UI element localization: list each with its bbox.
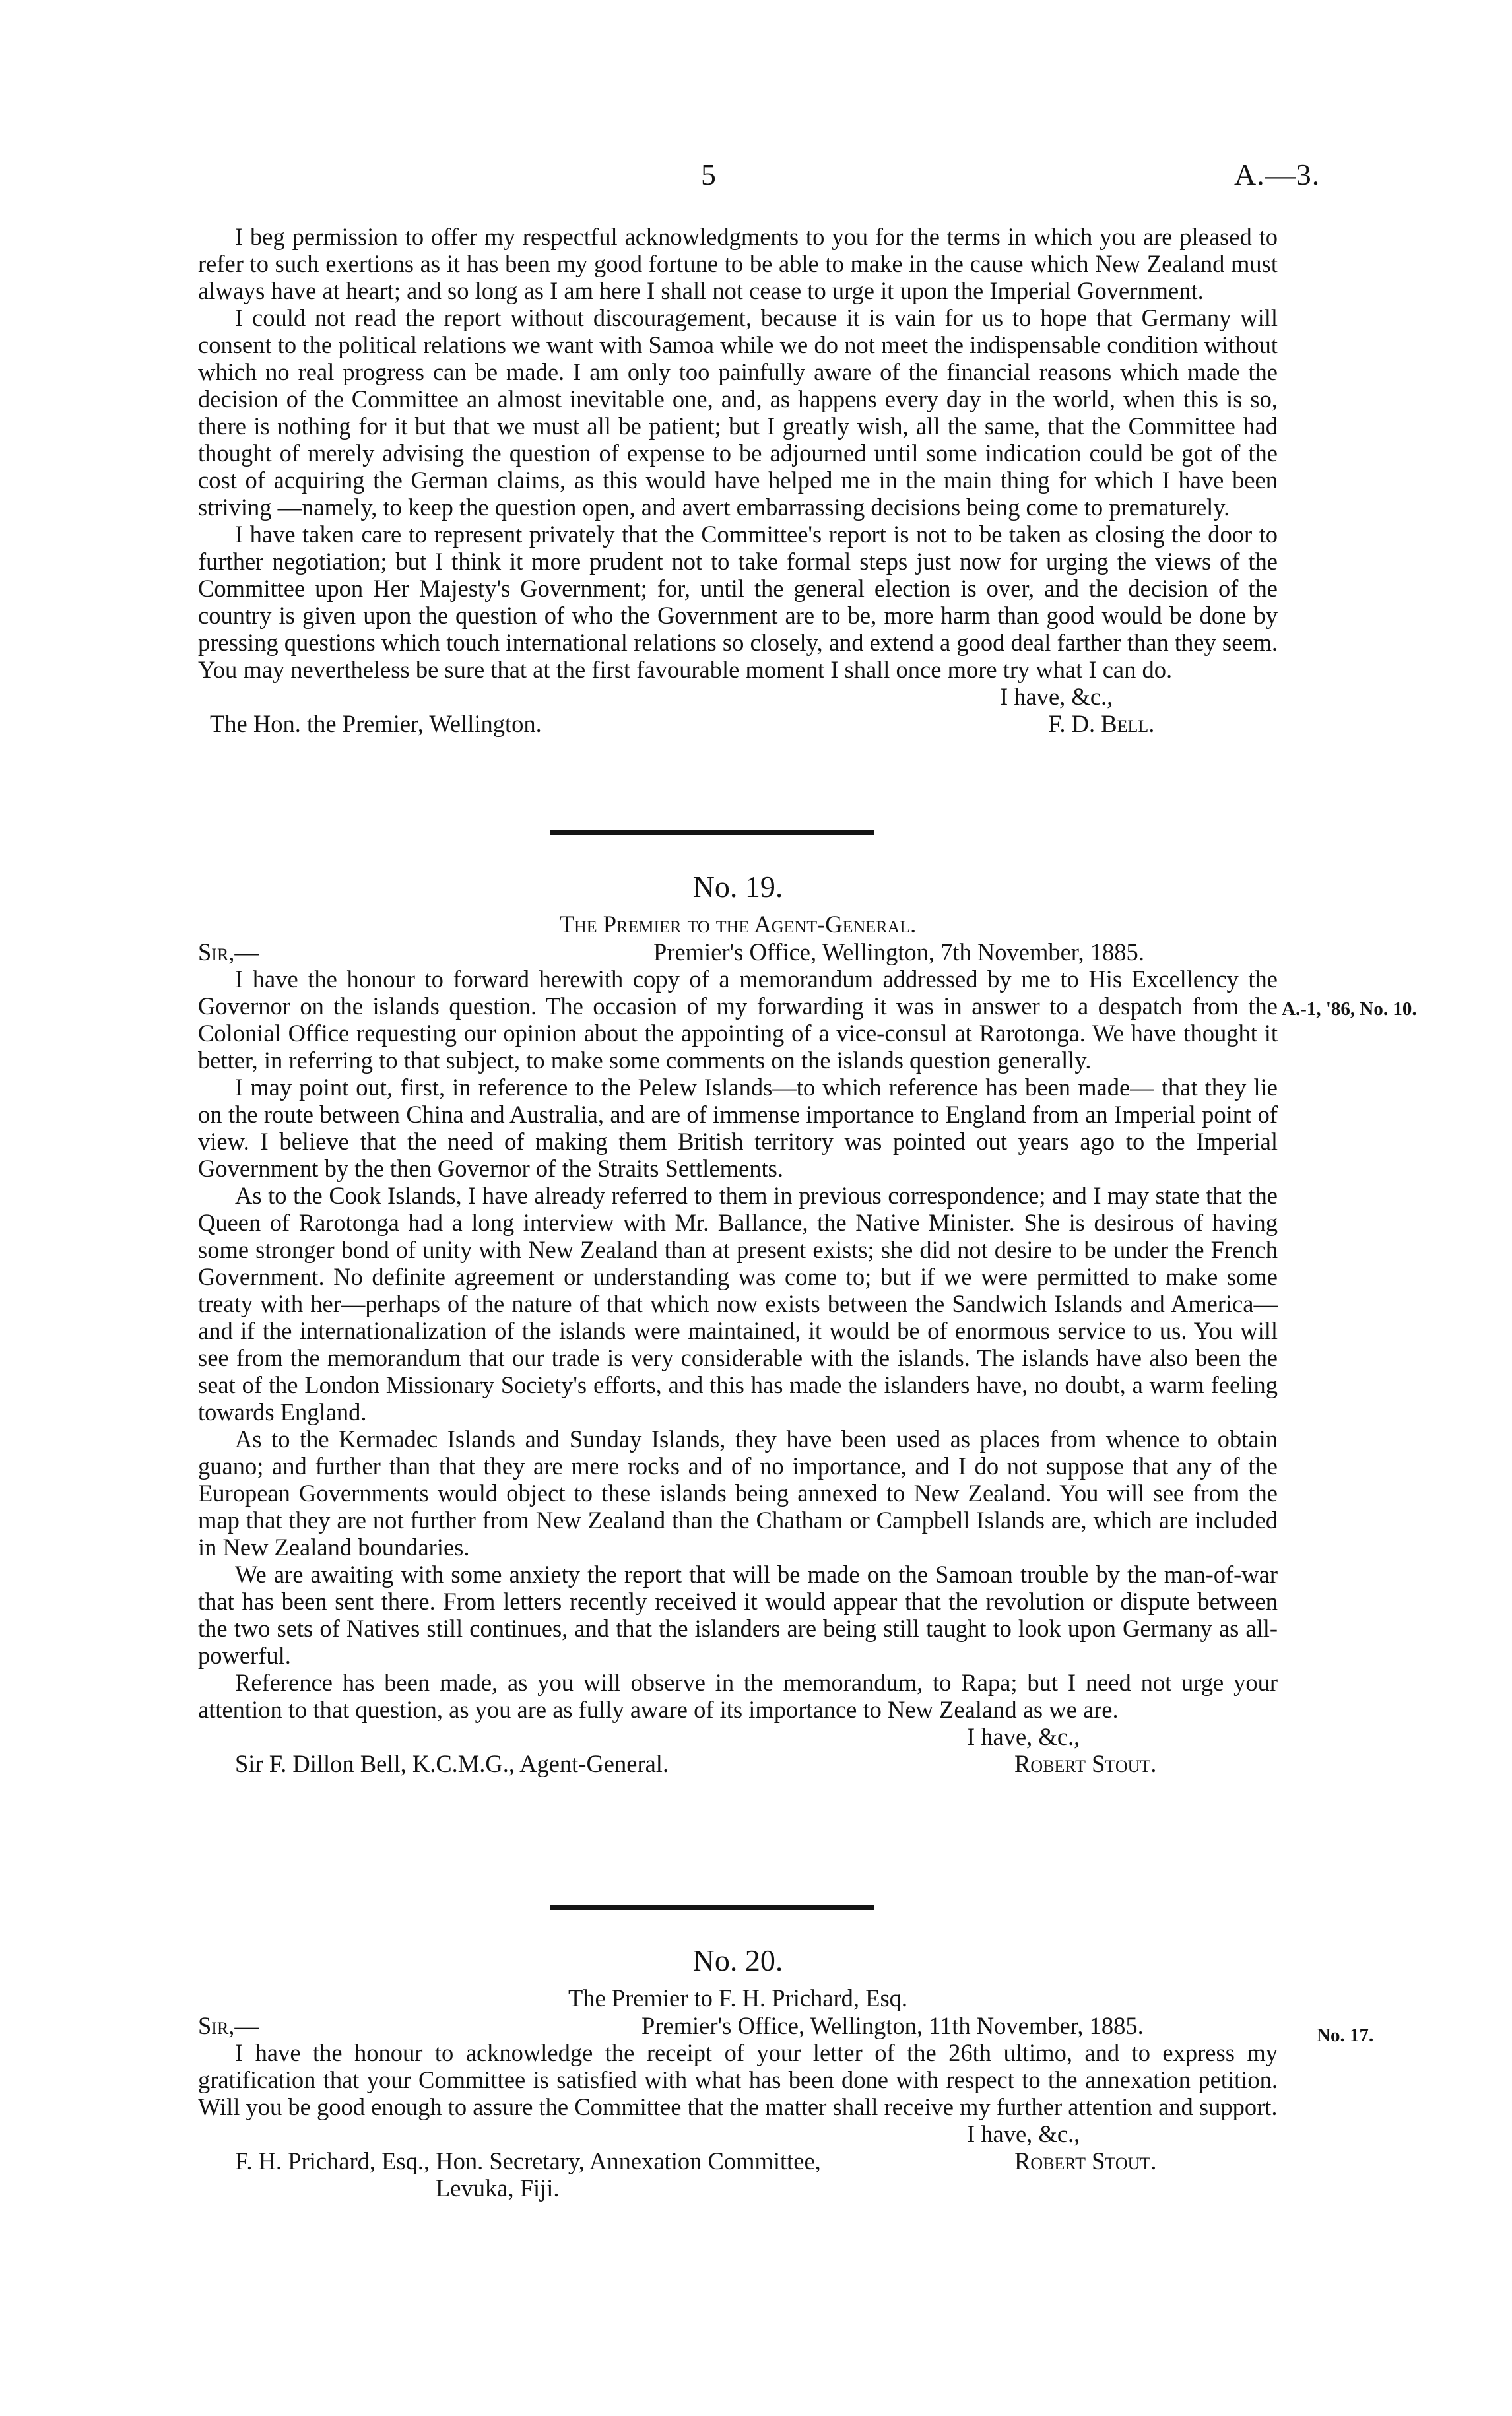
paragraph: I have taken care to represent privately that the Committee's report is not to be taken as closing the door to further negotiation; but I think it more prudent not to take formal steps just now for urging the views of the Committee upon Her Majesty's Government; for, until the general election is over, and the decision of the country is given upon the question of who the Government are to be, more harm than good would be done by pressing questions which touch international relations so closely, and extend a good deal farther than they seem. You may nevertheless be sure that at the first favourable moment I shall once more try what I can do. (198, 521, 1278, 683)
margin-note: A.-1, '86, No. 10. (1282, 998, 1417, 1020)
signature-line (198, 1750, 1278, 1777)
section-divider (550, 1905, 874, 1910)
closing: I have, &c., (1000, 683, 1113, 710)
signature-line (198, 2147, 1278, 2174)
paragraph: Reference has been made, as you will observe in the memorandum, to Rapa; but I need not urge your attention to that question, as you are as fully aware of its importance to New Zealand as we are. (198, 1669, 1278, 1723)
top-letter (198, 223, 1278, 737)
closing-line (198, 1723, 1278, 1750)
addressee-location: Levuka, Fiji. (436, 2174, 560, 2202)
paragraph: As to the Kermadec Islands and Sunday Islands, they have been used as places from whence to obtain guano; and further than that they are mere rocks and of no importance, and I do not suppose that any of the European Governments would object to these islands being annexed to New Zealand. You will see from the map that they are not further from New Zealand than the Chatham or Campbell Islands are, which are included in New Zealand boundaries. (198, 1425, 1278, 1561)
paragraph: I may point out, first, in reference to the Pelew Islands—to which reference has been made— that they lie on the route between China and Australia, and are of immense importance to England from an Imperial point of view. I believe that the need of making them British territory was pointed out years ago to the Imperial Government by the then Governor of the Straits Settlements. (198, 1074, 1278, 1182)
closing-line (198, 2120, 1278, 2147)
dateline: Premier's Office, Wellington, 11th November, 1885. (641, 2012, 1144, 2039)
salutation: Sir,— (198, 2012, 259, 2039)
signature: Robert Stout. (1014, 1750, 1157, 1777)
salutation-line (198, 938, 1278, 965)
margin-note: No. 17. (1317, 2025, 1374, 2046)
salutation-line (198, 2012, 1278, 2039)
addressee: F. H. Prichard, Esq., Hon. Secretary, Annexation Committee, (235, 2147, 821, 2174)
section-divider (550, 830, 874, 835)
letter-number: No. 19. (692, 870, 783, 903)
signature-line (198, 710, 1278, 737)
paragraph: I beg permission to offer my respectful acknowledgments to you for the terms in which you are pleased to refer to such exertions as it has been my good fortune to be able to make in the cause which New Zealand must always have at heart; and so long as I am here I shall not cease to urge it upon the Imperial Government. (198, 223, 1278, 304)
document-reference: A.—3. (1234, 158, 1321, 191)
letter-title: The Premier to the Agent-General. (559, 911, 917, 938)
signature: F. D. Bell. (1048, 710, 1155, 737)
letter-20 (198, 1943, 1278, 2202)
paragraph: I have the honour to acknowledge the receipt of your letter of the 26th ultimo, and to express my gratification that your Committee is satisfied with what has been done with respect to the annexation petition. Will you be good enough to assure the Committee that the matter shall receive my further attention and support. (198, 2039, 1278, 2120)
paragraph: We are awaiting with some anxiety the report that will be made on the Samoan trouble by the man-of-war that has been sent there. From letters recently received it would appear that the revolution or dispute between the two sets of Natives still continues, and that the islanders are being still taught to look upon Germany as all-powerful. (198, 1561, 1278, 1669)
letter-19 (198, 870, 1278, 1777)
addressee: Sir F. Dillon Bell, K.C.M.G., Agent-General. (235, 1750, 669, 1777)
signature: Robert Stout. (1014, 2147, 1157, 2174)
salutation: Sir,— (198, 938, 259, 965)
paragraph: I have the honour to forward herewith copy of a memorandum addressed by me to His Excellency the Governor on the islands question. The occasion of my forwarding it was in answer to a despatch from the Colonial Office requesting our opinion about the appointing of a vice-consul at Rarotonga. We have thought it better, in referring to that subject, to make some comments on the islands question generally. (198, 965, 1278, 1074)
closing-line (198, 683, 1278, 710)
paragraph: As to the Cook Islands, I have already referred to them in previous correspondence; and I may state that the Queen of Rarotonga had a long interview with Mr. Ballance, the Native Minister. She is desirous of having some stronger bond of unity with New Zealand than at present exists; she did not desire to be under the French Government. No definite agreement or understanding was come to; but if we were permitted to make some treaty with her—perhaps of the nature of that which now exists between the Sandwich Islands and America—and if the internationalization of the islands were maintained, it would be of enormous service to us. You will see from the memorandum that our trade is very considerable with the islands. The islands have also been the seat of the London Missionary Society's efforts, and this has made the islanders have, no doubt, a warm feeling towards England. (198, 1182, 1278, 1425)
paragraph: I could not read the report without discouragement, because it is vain for us to hope that Germany will consent to the political relations we want with Samoa while we do not meet the indispensable condition without which no real progress can be made. I am only too painfully aware of the financial reasons which made the decision of the Committee an almost inevitable one, and, as happens every day in the world, when this is so, there is nothing for it but that we must all be patient; but I greatly wish, all the same, that the Committee had thought of merely advising the question of expense to be adjourned until some indication could be got of the cost of acquiring the German claims, as this would have helped me in the main thing for which I have been striving —namely, to keep the question open, and avert embarrassing decisions being come to prematurely. (198, 304, 1278, 521)
letter-number: No. 20. (692, 1943, 783, 1977)
dateline: Premier's Office, Wellington, 7th November, 1885. (653, 938, 1144, 965)
addressee-line (198, 2174, 1278, 2202)
closing: I have, &c., (967, 2120, 1080, 2147)
closing: I have, &c., (967, 1723, 1080, 1750)
page-number: 5 (701, 158, 716, 191)
addressee: The Hon. the Premier, Wellington. (210, 710, 542, 737)
letter-title: The Premier to F. H. Prichard, Esq. (568, 1984, 908, 2011)
